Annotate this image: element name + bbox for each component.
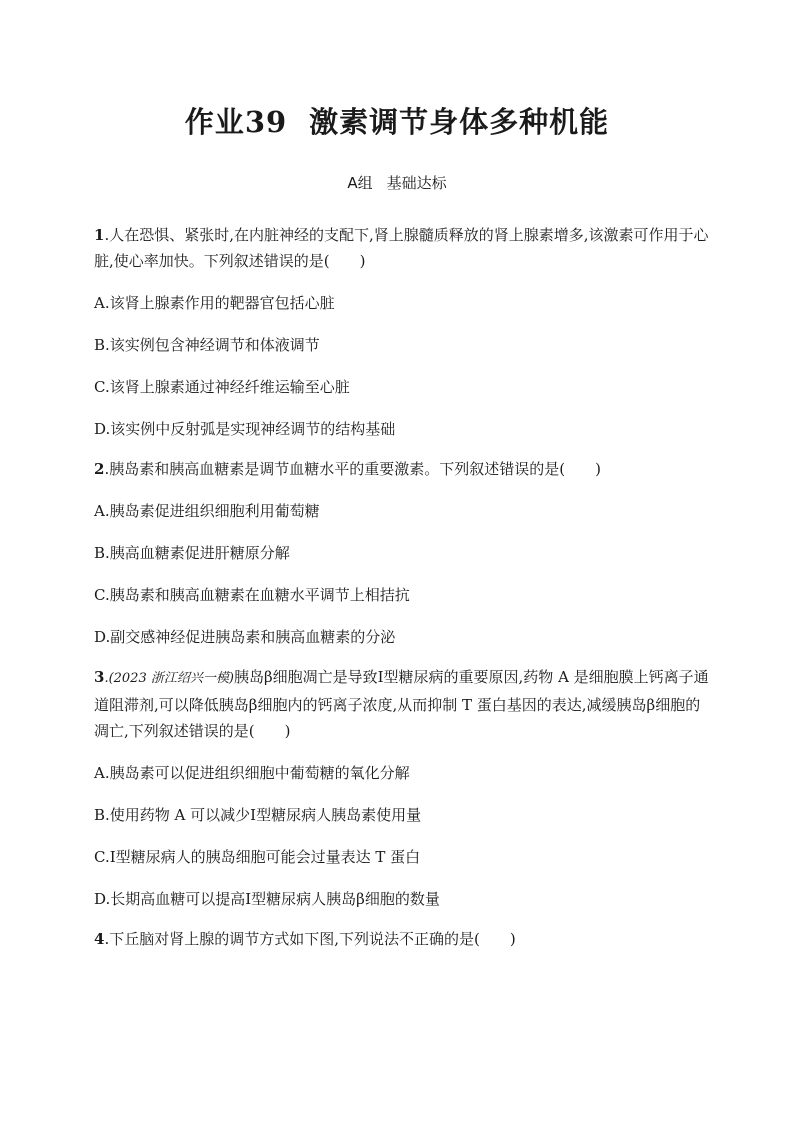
question-1-option-d[interactable]: D.该实例中反射弧是实现神经调节的结构基础 — [94, 420, 396, 438]
group-label: A组 — [347, 174, 373, 192]
question-text: .胰岛素和胰高血糖素是调节血糖水平的重要激素。下列叙述错误的是( — [104, 460, 566, 478]
question-number: 4 — [94, 930, 105, 948]
question-text: 胰岛β细胞凋亡是导致Ⅰ型糖尿病的重要原因,药物 A 是细胞膜上钙离子通道阻滞剂,可以降低胰岛β细胞内的钙离子浓度,从而抑制 T 蛋白基因的表达,减缓胰岛β细胞的凋亡,下列叙述错误的是( — [94, 668, 709, 740]
question-1-option-a[interactable]: A.该肾上腺素作用的靶器官包括心脏 — [94, 294, 335, 312]
section-heading — [0, 172, 794, 193]
question-3-option-c[interactable]: C.Ⅰ型糖尿病人的胰岛细胞可能会过量表达 T 蛋白 — [94, 848, 421, 866]
question-source: .(2023 浙江绍兴一模) — [104, 671, 234, 686]
question-number: 2 — [94, 460, 105, 478]
question-list — [94, 222, 714, 952]
question-2-stem: 2.胰岛素和胰高血糖素是调节血糖水平的重要激素。下列叙述错误的是( ) — [94, 460, 601, 478]
title-prefix: 作业 — [184, 105, 245, 139]
question-1-option-b[interactable]: B.该实例包含神经调节和体液调节 — [94, 336, 320, 354]
question-text: .人在恐惧、紧张时,在内脏神经的支配下,肾上腺髓质释放的肾上腺素增多,该激素可作用于心脏,使心率加快。下列叙述错误的是( — [94, 226, 709, 270]
question-number: 3 — [94, 668, 105, 686]
question-2-option-b[interactable]: B.胰高血糖素促进肝糖原分解 — [94, 544, 290, 562]
page-title — [0, 100, 794, 141]
question-text: .下丘脑对肾上腺的调节方式如下图,下列说法不正确的是( — [104, 930, 480, 948]
group-text: 基础达标 — [386, 174, 447, 192]
title-text: 激素调节身体多种机能 — [309, 105, 610, 139]
question-3-option-b[interactable]: B.使用药物 A 可以减少Ⅰ型糖尿病人胰岛素使用量 — [94, 806, 422, 824]
question-3-option-a[interactable]: A.胰岛素可以促进组织细胞中葡萄糖的氧化分解 — [94, 764, 410, 782]
question-2-option-d[interactable]: D.副交感神经促进胰岛素和胰高血糖素的分泌 — [94, 628, 396, 646]
question-1-option-c[interactable]: C.该肾上腺素通过神经纤维运输至心脏 — [94, 378, 350, 396]
question-number: 1 — [94, 226, 105, 244]
question-1-stem: 1.人在恐惧、紧张时,在内脏神经的支配下,肾上腺髓质释放的肾上腺素增多,该激素可作用于心脏,使心率加快。下列叙述错误的是( ) — [94, 226, 709, 270]
title-number: 39 — [244, 105, 288, 139]
question-4-stem: 4.下丘脑对肾上腺的调节方式如下图,下列说法不正确的是( ) — [94, 930, 516, 948]
question-2-option-c[interactable]: C.胰岛素和胰高血糖素在血糖水平调节上相拮抗 — [94, 586, 410, 604]
question-3-stem: 3.(2023 浙江绍兴一模)胰岛β细胞凋亡是导致Ⅰ型糖尿病的重要原因,药物 A 是细胞膜上钙离子通道阻滞剂,可以降低胰岛β细胞内的钙离子浓度,从而抑制 T 蛋白基因的表达,减缓胰岛β细胞的凋亡,下列叙述错误的是( ) — [94, 668, 709, 740]
question-3-option-d[interactable]: D.长期高血糖可以提高Ⅰ型糖尿病人胰岛β细胞的数量 — [94, 890, 440, 908]
question-2-option-a[interactable]: A.胰岛素促进组织细胞利用葡萄糖 — [94, 502, 320, 520]
